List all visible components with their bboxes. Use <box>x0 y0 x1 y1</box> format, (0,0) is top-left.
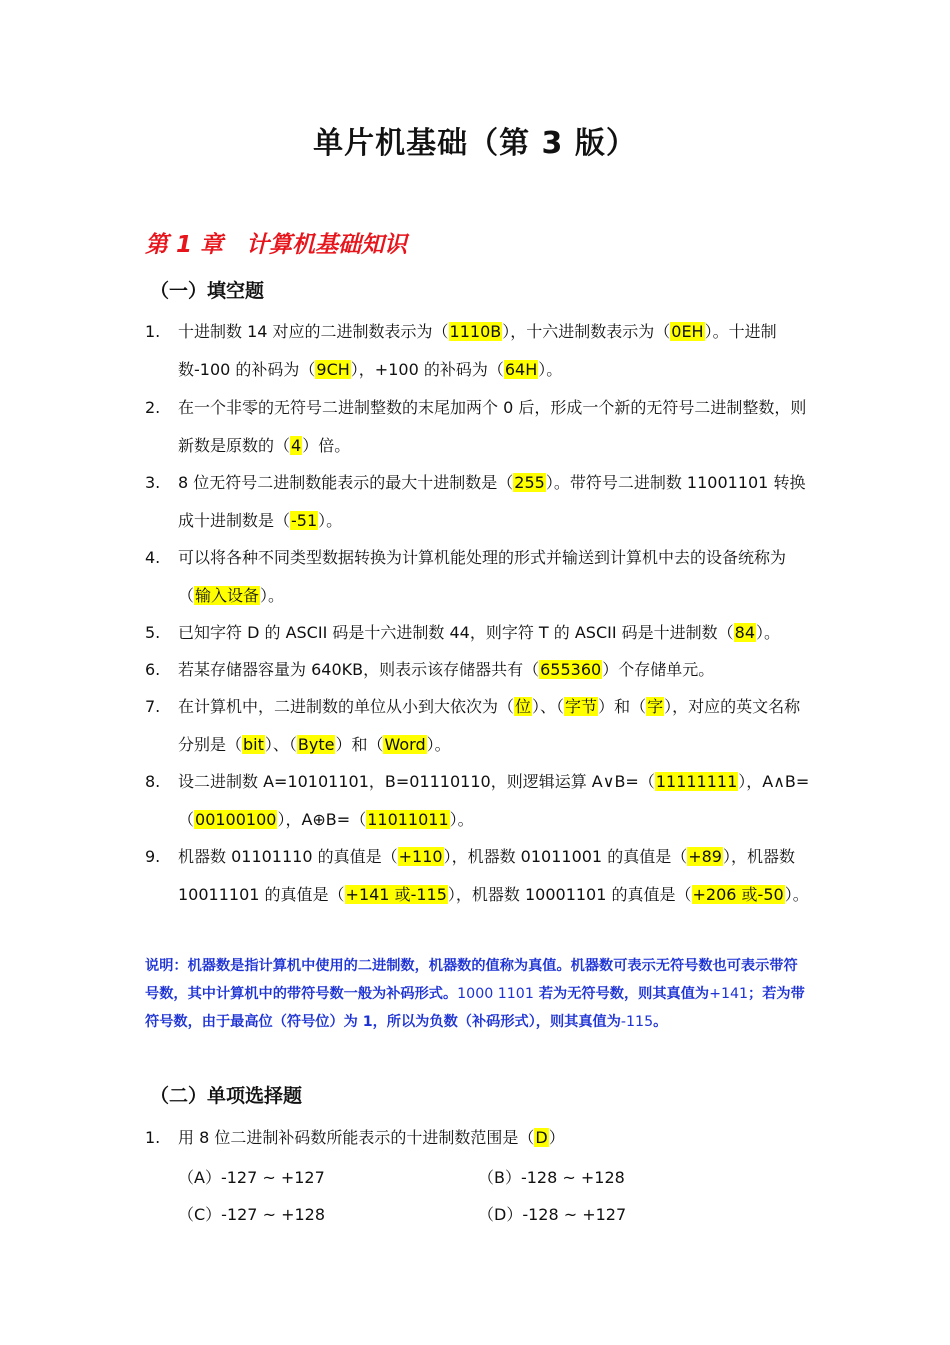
question-number: 7. <box>145 697 161 716</box>
note-text: 若为无符号数，则其真值为 <box>533 986 710 1002</box>
question-text: ），机器数 01011001 的真值是（ <box>443 847 688 866</box>
question-8 <box>145 763 810 838</box>
answer-highlight: -51 <box>291 510 318 530</box>
note-text: 1000 1101 <box>457 986 534 1002</box>
question-number: 1. <box>145 322 161 341</box>
question-text: ）。 <box>756 623 781 642</box>
question-text: 已知字符 D 的 ASCII 码是十六进制数 44，则字符 T 的 ASCII 码是十进制数（ <box>178 623 734 642</box>
question-number: 9. <box>145 847 161 866</box>
answer-highlight: 0EH <box>671 322 704 341</box>
explanation-note <box>145 952 810 1036</box>
question-text: ） <box>548 1128 565 1147</box>
answer-highlight: 输入设备 <box>195 585 260 605</box>
answer-highlight: +141 或-115 <box>345 884 447 904</box>
option-a: （A）-127 ~ +127 <box>178 1168 325 1187</box>
question-text: ）。 <box>318 510 343 530</box>
answer-highlight: 84 <box>734 623 756 642</box>
question-text: ）。十进制数-100 的补码为（ <box>178 322 777 379</box>
question-text: ），+100 的补码为（ <box>350 359 504 379</box>
question-1 <box>145 313 810 388</box>
note-text: 。 <box>653 1014 668 1030</box>
question-text: ），十六进制数表示为（ <box>502 322 671 341</box>
question-9 <box>145 838 810 913</box>
answer-highlight: +110 <box>398 847 443 866</box>
question-3 <box>145 464 810 539</box>
question-text: ）。 <box>426 734 451 754</box>
answer-highlight: 11111111 <box>655 772 738 791</box>
answer-highlight: 655360 <box>540 660 602 679</box>
answer-highlight: 00100100 <box>195 809 277 829</box>
question-number: 5. <box>145 623 161 642</box>
chapter-heading: 第 1 章 计算机基础知识 <box>145 232 408 258</box>
question-text: ），A⊕B=（ <box>277 809 367 829</box>
answer-highlight: 1110B <box>449 322 502 341</box>
question-text: 若某存储器容量为 640KB，则表示该存储器共有（ <box>178 660 540 679</box>
question-text: ），对应的英文名称分别是（ <box>178 697 801 754</box>
question-number: 3. <box>145 473 161 492</box>
question-text: ），A∧B=（ <box>178 772 810 829</box>
question-text: ）。 <box>260 585 285 605</box>
option-d: （D）-128 ~ +127 <box>478 1205 627 1224</box>
question-text: ）。 <box>449 809 474 829</box>
answer-highlight: +206 或-50 <box>692 884 784 904</box>
answer-highlight: 位 <box>515 697 532 716</box>
question-text: 8 位无符号二进制数能表示的最大十进制数是（ <box>178 473 514 492</box>
question-number: 6. <box>145 660 161 679</box>
question-number: 8. <box>145 772 161 791</box>
question-7 <box>145 688 810 763</box>
note-text: 说明：机器数是指计算机中使用的二进制数，机器数的值称为真值。机器数可表示无符号数也可表示带符号数，其中计算机中的带符号数一般为补码形式。 <box>145 958 798 1002</box>
question-text: ）、（ <box>264 734 297 754</box>
question-text: ）倍。 <box>302 435 351 455</box>
question-text: ）和（ <box>335 734 384 754</box>
answer-highlight: 字节 <box>565 697 598 716</box>
question-number: 2. <box>145 398 161 417</box>
answer-highlight: 4 <box>291 435 302 455</box>
answer-highlight: Byte <box>297 734 335 754</box>
question-text: ）个存储单元。 <box>602 660 715 679</box>
option-c: （C）-127 ~ +128 <box>178 1205 326 1224</box>
question-text: 在计算机中，二进制数的单位从小到大依次为（ <box>178 697 515 716</box>
question-text: ），机器数 10001101 的真值是（ <box>447 884 692 904</box>
question-text: ）。 <box>538 359 563 379</box>
answer-highlight: Word <box>384 734 426 754</box>
answer-highlight: 11011011 <box>367 809 449 829</box>
question-text: ）、（ <box>532 697 565 716</box>
answer-highlight: +89 <box>688 847 722 866</box>
answer-highlight: 64H <box>504 359 538 379</box>
answer-highlight: 字 <box>647 697 664 716</box>
section-heading-fill-in: （一）填空题 <box>150 280 265 302</box>
note-text: -115 <box>620 1014 654 1030</box>
question-text: ）。带符号二进制数 11001101 转换成十进制数是（ <box>178 473 806 530</box>
question-text: 设二进制数 A=10101101，B=01110110，则逻辑运算 A∨B=（ <box>178 772 655 791</box>
question-text: 用 8 位二进制补码数所能表示的十进制数范围是（ <box>178 1128 535 1147</box>
section-heading-multiple-choice: （二）单项选择题 <box>150 1085 303 1107</box>
question-2 <box>145 389 810 464</box>
note-text: +141 <box>709 986 749 1002</box>
page-title: 单片机基础（第 3 版） <box>313 126 637 161</box>
question-6 <box>145 651 810 689</box>
answer-highlight: 255 <box>514 473 545 492</box>
question-number: 1. <box>145 1128 161 1147</box>
answer-highlight: D <box>535 1128 548 1147</box>
answer-highlight: bit <box>243 734 264 754</box>
question-text: 十进制数 14 对应的二进制数表示为（ <box>178 322 449 341</box>
question-5 <box>145 614 810 652</box>
question-text: ）。 <box>784 884 809 904</box>
question-number: 4. <box>145 548 161 567</box>
question-4 <box>145 539 810 614</box>
question-text: ），机器数 10011101 的真值是（ <box>178 847 795 904</box>
question-text: 可以将各种不同类型数据转换为计算机能处理的形式并输送到计算机中去的设备统称为（ <box>178 548 787 605</box>
answer-highlight: 9CH <box>316 359 350 379</box>
note-text: ；若为带符号数，由于最高位（符号位）为 1，所以为负数（补码形式），则其真值为 <box>145 986 805 1030</box>
option-b: （B）-128 ~ +128 <box>478 1168 625 1187</box>
question-text: 在一个非零的无符号二进制整数的末尾加两个 0 后，形成一个新的无符号二进制整数，则新数是原数的（ <box>178 398 807 455</box>
question-text: ）和（ <box>598 697 647 716</box>
mc-question-1 <box>145 1119 810 1157</box>
question-text: 机器数 01101110 的真值是（ <box>178 847 398 866</box>
